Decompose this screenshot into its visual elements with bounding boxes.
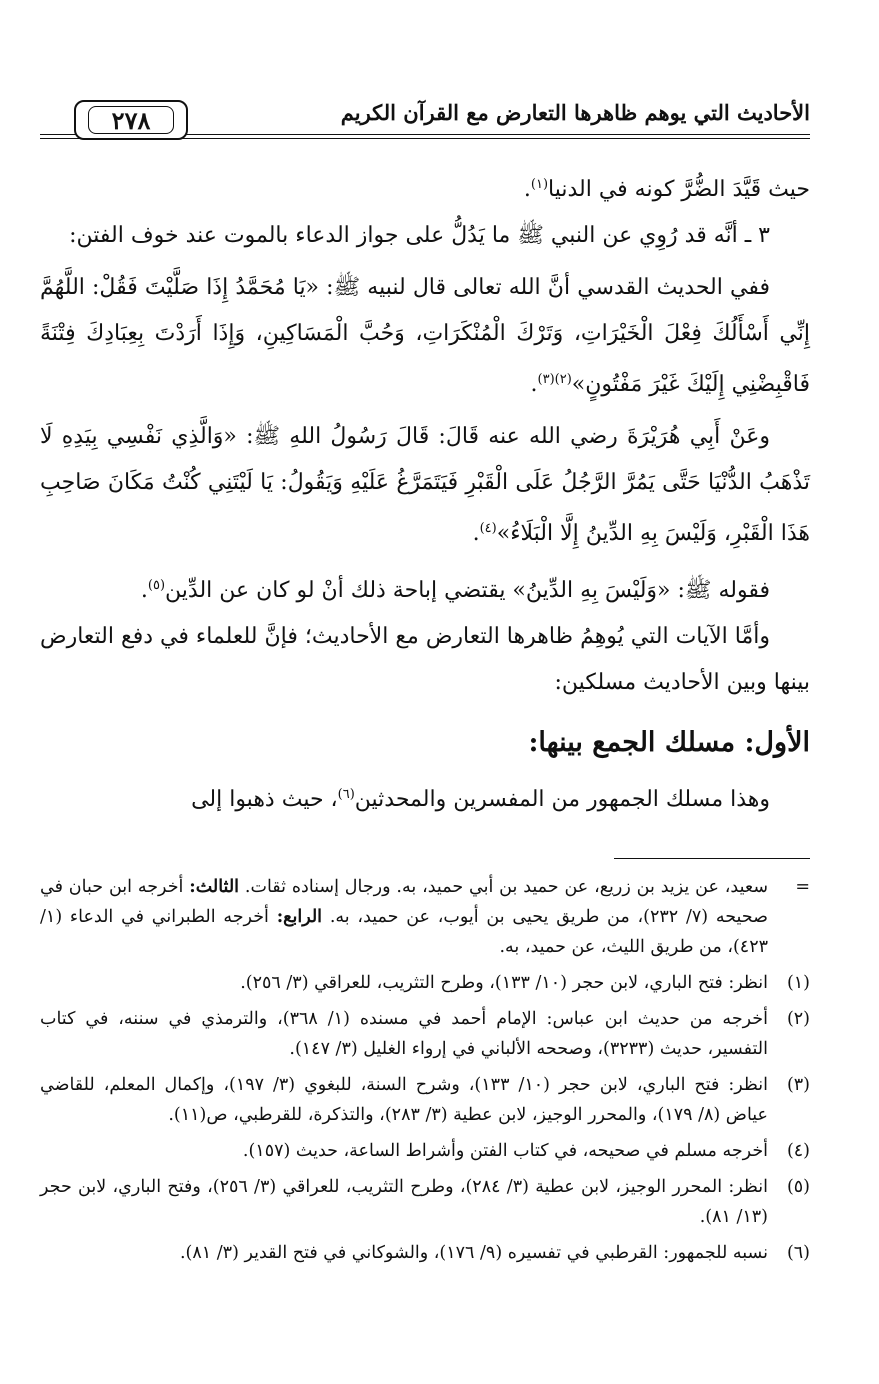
footnote-text: أخرجه من حديث ابن عباس: الإمام أحمد في مسنده (١/ ٣٦٨)، والترمذي في سننه، في كتاب التفسير، حديث (٣٢٣٣)، وصححه الألباني في إرواء الغليل (٣/ ١٤٧). <box>40 1009 768 1059</box>
footnote-text: أخرجه مسلم في صحيحه، في كتاب الفتن وأشراط الساعة، حديث (١٥٧). <box>242 1141 768 1161</box>
footnote-number: (٢) <box>786 1009 810 1029</box>
paragraph-5-text: فقوله ﷺ: «وَلَيْسَ بِهِ الدِّينُ» يقتضي إباحة ذلك أنْ لو كان عن الدِّين <box>165 578 770 603</box>
footnote-ref-6[interactable]: (٦) <box>337 787 355 802</box>
paragraph-1 <box>40 162 810 213</box>
continuation-part-e: أخرجه الطبراني في الدعاء (١/ ٤٢٣)، من طريق الليث، عن حميد، به. <box>40 907 768 957</box>
continuation-text <box>40 872 768 962</box>
paragraph-6: وأمَّا الآيات التي يُوهِمُ ظاهرها التعارض مع الأحاديث؛ فإنَّ للعلماء في دفع التعارض بينها وبين الأحاديث مسلكين: <box>40 624 810 695</box>
footnote-item <box>40 1172 810 1232</box>
footnote-item <box>40 1004 810 1064</box>
paragraph-5-end: . <box>140 578 148 603</box>
footnote-item <box>40 1238 810 1268</box>
footnote-list <box>40 872 810 1274</box>
page-header <box>40 96 810 150</box>
footnote-ref-2-3[interactable]: (٢)(٣) <box>537 372 572 387</box>
footnote-text: نسبه للجمهور: القرطبي في تفسيره (٩/ ١٧٦)، والشوكاني في فتح القدير (٣/ ٨١). <box>179 1243 768 1263</box>
paragraph-3-text: ففي الحديث القدسي أنَّ الله تعالى قال لنبيه ﷺ: «يَا مُحَمَّدُ إِذَا صَلَّيْتَ فَقُلْ: اللَّهُمَّ إِنِّي أَسْأَلُكَ فِعْلَ الْخَيْرَاتِ، وَتَرْكَ الْمُنْكَرَاتِ، وَحُبَّ الْمَسَاكِينِ، وَإِذَا أَرَدْتَ بِعِبَادِكَ فِتْنَةً فَاقْبِضْنِي إِلَيْكَ غَيْرَ مَفْتُونٍ» <box>40 275 810 397</box>
page-number-frame <box>74 100 188 140</box>
footnote-number: (٥) <box>786 1177 810 1197</box>
paragraph-3 <box>40 265 810 408</box>
paragraph-4-text: وعَنْ أَبِي هُرَيْرَةَ رضي الله عنه قَالَ: قَالَ رَسُولُ اللهِ ﷺ: «وَالَّذِي نَفْسِي بِيَدِهِ لَا تَذْهَبُ الدُّنْيَا حَتَّى يَمُرَّ الرَّجُلُ عَلَى الْقَبْرِ فَيَتَمَرَّغُ عَلَيْهِ وَيَقُولُ: يَا لَيْتَنِي كُنْتُ مَكَانَ صَاحِبِ هَذَا الْقَبْرِ، وَلَيْسَ بِهِ الدِّينُ إِلَّا الْبَلَاءُ» <box>40 424 810 546</box>
footnote-item <box>40 968 810 998</box>
footnote-ref-5[interactable]: (٥) <box>147 578 166 593</box>
paragraph-3-end: . <box>530 372 538 397</box>
footnote-text: انظر: فتح الباري، لابن حجر (١٠/ ١٣٣)، وشرح السنة، للبغوي (٣/ ١٩٧)، وإكمال المعلم، للقاضي عياض (٨/ ١٧٩)، والمحرر الوجيز، لابن عطية (٣/ ٢٨٣)، والتذكرة، للقرطبي، ص(١١). <box>40 1075 768 1125</box>
paragraph-7 <box>40 772 810 823</box>
label-third: الثالث: <box>189 877 240 897</box>
main-text <box>40 162 810 823</box>
paragraph-1-end: . <box>523 177 531 202</box>
paragraph-7-text: وهذا مسلك الجمهور من المفسرين والمحدثين <box>354 787 770 812</box>
footnote-item <box>40 1070 810 1130</box>
paragraph-2: ٣ ـ أنَّه قد رُوِي عن النبي ﷺ ما يَدُلُّ على جواز الدعاء بالموت عند خوف الفتن: <box>69 223 770 248</box>
paragraph-1-text: حيث قَيَّدَ الضُّرَّ كونه في الدنيا <box>548 177 810 202</box>
footnote-number: (٦) <box>786 1243 810 1263</box>
footnote-number: (٣) <box>786 1075 810 1095</box>
label-fourth: الرابع: <box>276 907 323 927</box>
footnote-item <box>40 1136 810 1166</box>
section-heading: الأول: مسلك الجمع بينها: <box>528 727 810 758</box>
continuation-part-c: أخرجه ابن حبان في صحيحه (٧/ ٢٣٢)، من طريق يحيى بن أيوب، عن حميد، به. <box>40 877 768 927</box>
footnote-continuation <box>40 872 810 962</box>
page-number: ٢٧٨ <box>88 106 174 134</box>
footnote-number: (١) <box>786 973 810 993</box>
footnote-separator <box>614 858 810 859</box>
continuation-mark: = <box>795 877 810 897</box>
paragraph-4-end: . <box>472 521 480 546</box>
paragraph-4 <box>40 414 810 557</box>
footnote-text: انظر: فتح الباري، لابن حجر (١٠/ ١٣٣)، وطرح التثريب، للعراقي (٣/ ٢٥٦). <box>240 973 768 993</box>
paragraph-5 <box>40 563 810 614</box>
footnote-ref-4[interactable]: (٤) <box>479 521 497 536</box>
footnote-ref-1[interactable]: (١) <box>530 177 549 192</box>
footnote-text: انظر: المحرر الوجيز، لابن عطية (٣/ ٢٨٤)، وطرح التثريب، للعراقي (٣/ ٢٥٦)، وفتح الباري، لابن حجر (١٣/ ٨١). <box>40 1177 768 1227</box>
footnote-number: (٤) <box>786 1141 810 1161</box>
paragraph-7-end: ، حيث ذهبوا إلى <box>191 787 338 812</box>
running-title: الأحاديث التي يوهم ظاهرها التعارض مع القرآن الكريم <box>333 100 810 125</box>
continuation-part-a: سعيد، عن يزيد بن زريع، عن حميد بن أبي حميد، به. ورجال إسناده ثقات. <box>244 877 768 897</box>
